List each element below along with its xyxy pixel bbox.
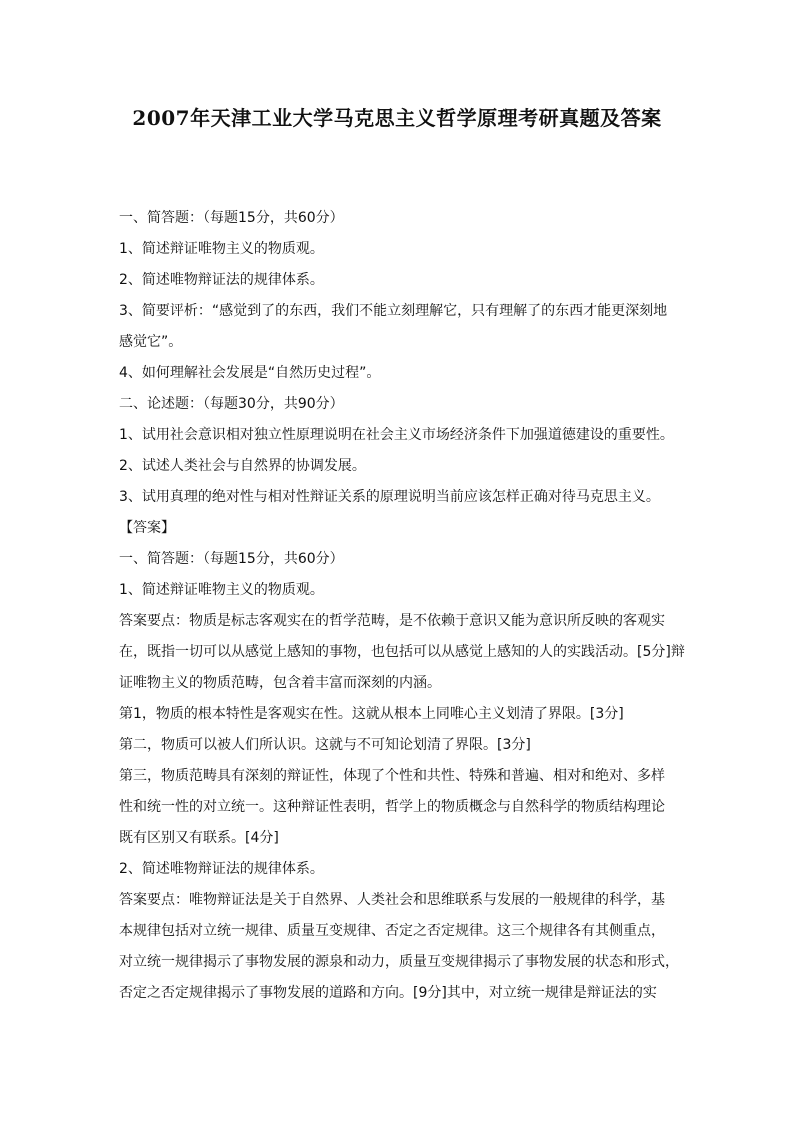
answer-line: 证唯物主义的物质范畴，包含着丰富而深刻的内涵。 [119, 675, 441, 691]
question-line: 3、简要评析：“感觉到了的东西，我们不能立刻理解它，只有理解了的东西才能更深刻地 [119, 303, 668, 319]
section-heading: 二、论述题：（每题30分，共90分） [119, 396, 344, 412]
question-line: 4、如何理解社会发展是“自然历史过程”。 [119, 365, 381, 381]
question-line: 3、试用真理的绝对性与相对性辩证关系的原理说明当前应该怎样正确对待马克思主义。 [119, 489, 660, 505]
section-heading: 一、简答题：（每题15分，共60分） [119, 551, 344, 567]
answer-line: 性和统一性的对立统一。这种辩证性表明，哲学上的物质概念与自然科学的物质结构理论 [119, 799, 665, 815]
section-heading: 一、简答题：（每题15分，共60分） [119, 210, 344, 226]
answer-line: 否定之否定规律揭示了事物发展的道路和方向。[9分]其中，对立统一规律是辩证法的实 [119, 985, 657, 1001]
question-line: 1、简述辩证唯物主义的物质观。 [119, 241, 324, 257]
question-line: 2、简述唯物辩证法的规律体系。 [119, 272, 324, 288]
question-line: 2、简述唯物辩证法的规律体系。 [119, 861, 324, 877]
question-line: 2、试述人类社会与自然界的协调发展。 [119, 458, 366, 474]
question-line: 1、简述辩证唯物主义的物质观。 [119, 582, 324, 598]
document-body [119, 203, 685, 1009]
answer-line: 第1，物质的根本特性是客观实在性。这就从根本上同唯心主义划清了界限。[3分] [119, 706, 624, 722]
answer-line: 在，既指一切可以从感觉上感知的事物，也包括可以从感觉上感知的人的实践活动。[5分]辩 [119, 644, 685, 660]
question-line: 1、试用社会意识相对独立性原理说明在社会主义市场经济条件下加强道德建设的重要性。 [119, 427, 674, 443]
document-title: 2007年天津工业大学马克思主义哲学原理考研真题及答案 [132, 106, 662, 130]
answer-line: 答案要点：唯物辩证法是关于自然界、人类社会和思维联系与发展的一般规律的科学，基 [119, 892, 665, 908]
question-line: 感觉它”。 [119, 334, 183, 350]
answer-line: 第三，物质范畴具有深刻的辩证性，体现了个性和共性、特殊和普遍、相对和绝对、多样 [119, 768, 665, 784]
answer-line: 答案要点：物质是标志客观实在的哲学范畴，是不依赖于意识又能为意识所反映的客观实 [119, 613, 665, 629]
answer-line: 本规律包括对立统一规律、质量互变规律、否定之否定规律。这三个规律各有其侧重点， [119, 923, 665, 939]
answer-line: 既有区别又有联系。[4分] [119, 830, 279, 846]
answer-line: 第二，物质可以被人们所认识。这就与不可知论划清了界限。[3分] [119, 737, 531, 753]
answer-heading: 【答案】 [119, 520, 175, 536]
answer-line: 对立统一规律揭示了事物发展的源泉和动力，质量互变规律揭示了事物发展的状态和形式， [119, 954, 679, 970]
